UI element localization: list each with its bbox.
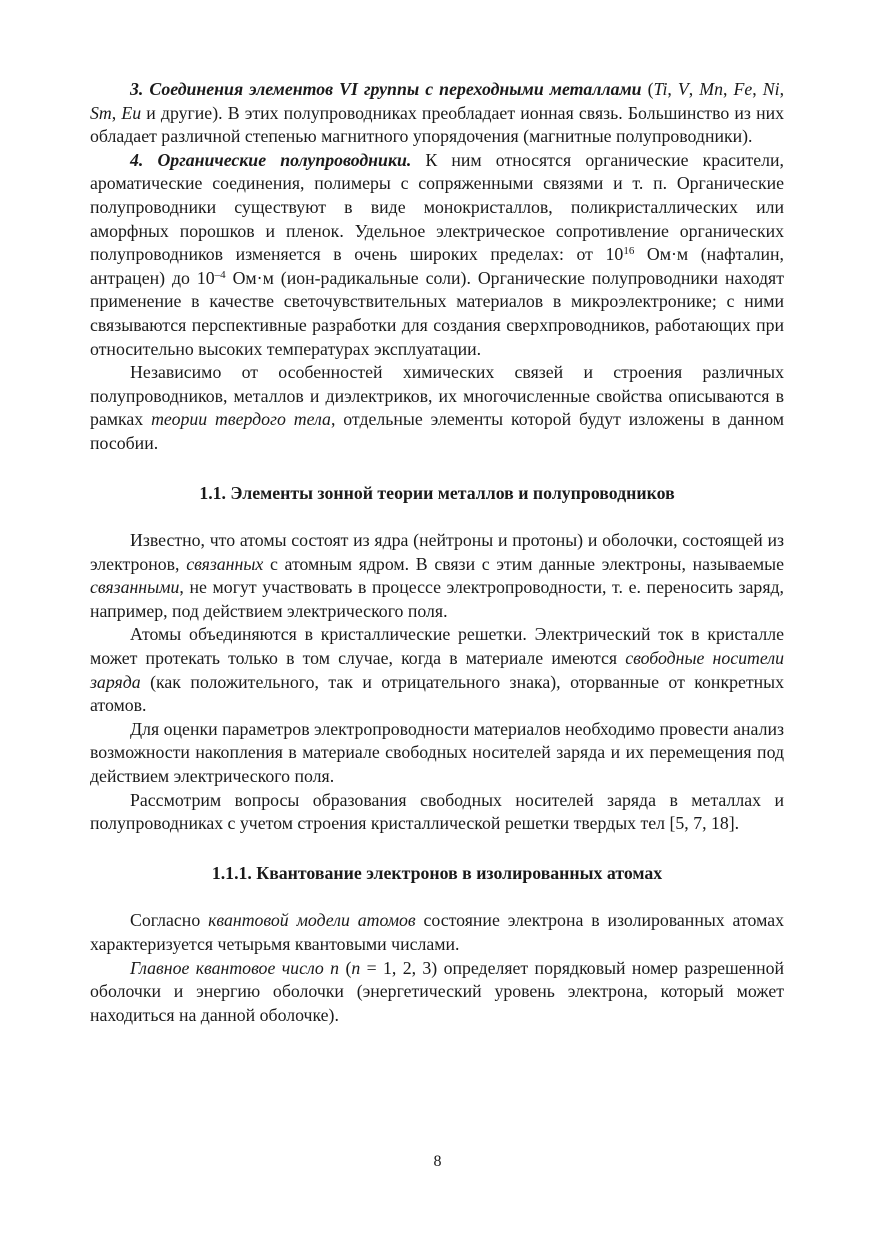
paragraph-bound-electrons xyxy=(90,529,784,623)
metal-symbol: Mn xyxy=(699,79,723,99)
paragraph-quantum-model xyxy=(90,909,784,956)
text-span: , xyxy=(111,102,122,123)
paragraph-lead: 3. Соединения элементов VI группы с переходными металлами xyxy=(130,79,642,99)
text-span: , xyxy=(667,79,678,99)
text-span: , не могут участвовать в процессе электропроводности, т. е. переносить заряд, например, под действием электрического поля. xyxy=(90,577,784,621)
text-span: Известно, что атомы состоят из ядра (нейтроны и протоны) и оболочки, состоящей из электронов, xyxy=(90,530,784,574)
page-number: 8 xyxy=(433,1153,442,1170)
paragraph-lead: 4. Органические полупроводники. xyxy=(130,149,412,170)
italic-term: свободные носители заряда xyxy=(90,648,784,692)
metal-symbol: V xyxy=(677,79,689,99)
text-span: с атомным ядром. В связи с этим данные электроны, называемые xyxy=(263,553,784,574)
exponent: 16 xyxy=(623,245,635,258)
italic-term: теории твердого тела xyxy=(151,409,331,430)
text-span: Ом·м (нафталин, антрацен) до 10 xyxy=(90,244,784,288)
paragraph-free-carriers xyxy=(90,623,784,717)
text-span: , отдельные элементы которой будут изложены в данном пособии. xyxy=(90,409,784,453)
text-span: ( xyxy=(641,79,654,99)
text-span: (как положительного, так и отрицательного знака), оторванные от конкретных атомов. xyxy=(90,671,784,716)
text-span: Ом·м (ион-радикальные соли). Органические полупроводники находят применение в качестве светочувствительных материалов в микроэлектронике; с ними связываются перспективные разработки для создания сверхпроводников, работающих при относительно высоких температурах эксплуатации. xyxy=(90,267,785,359)
metal-symbol: Sm xyxy=(90,102,112,123)
metal-symbol: Fe xyxy=(733,79,753,99)
paragraph-principal-quantum-number xyxy=(90,957,784,1028)
paragraph-solid-state-theory xyxy=(90,361,784,455)
paragraph-conductivity-analysis: Для оценки параметров электропроводности материалов необходимо провести анализ возможности накопления в материале свободных носителей заряда и их перемещения под действием электрического поля. xyxy=(90,718,784,787)
paragraph-consider-questions: Рассмотрим вопросы образования свободных носителей заряда в металлах и полупроводниках с учетом строения кристаллической решетки твердых тел [5, 7, 18]. xyxy=(90,789,784,834)
paragraph-organic-semiconductors xyxy=(90,149,784,361)
metal-symbol: Ni xyxy=(762,79,780,99)
text-span: ( xyxy=(339,957,352,978)
metal-symbol: Eu xyxy=(121,102,142,123)
text-span: Независимо от особенностей химических связей и строения различных полупроводников, металлов и диэлектриков, их многочисленные свойства описываются в рамках xyxy=(90,362,784,430)
text-span: Согласно xyxy=(130,910,209,931)
paragraph-group-vi-compounds xyxy=(90,78,784,149)
text-span: , xyxy=(723,79,734,99)
text-span: = 1, 2, 3) определяет порядковый номер разрешенной оболочки и энергию оболочки (энергетический уровень электрона, который может находиться на данной оболочке). xyxy=(90,957,784,1025)
section-heading: 1.1. Элементы зонной теории металлов и полупроводников xyxy=(199,482,675,503)
text-span: К ним относятся органические красители, ароматические соединения, полимеры с сопряженными связями и т. п. Органические полупроводники существуют в виде монокристаллов, поликристаллических или аморфных порошков и пленок. Удельное электрическое сопротивление органических полупроводников изменяется в очень широких пределах: от 10 xyxy=(90,149,784,265)
text-span: , xyxy=(752,79,763,99)
text-span: , xyxy=(779,79,785,99)
text-span: , xyxy=(688,79,700,99)
italic-term: связанными xyxy=(90,577,180,598)
italic-term: связанных xyxy=(186,553,264,574)
metal-symbol: Ti xyxy=(653,79,668,99)
text-span: и другие). В этих полупроводниках преобладает ионная связь. Большинство из них обладает различной степенью магнитного упорядочения (магнитные полупроводники). xyxy=(90,102,785,147)
exponent: –4 xyxy=(214,268,226,281)
text-span: состояние электрона в изолированных атомах характеризуется четырьмя квантовыми числами. xyxy=(90,910,784,954)
italic-term: Главное квантовое число n xyxy=(130,957,340,978)
italic-variable: n xyxy=(351,957,361,978)
text-span: Атомы объединяются в кристаллические решетки. Электрический ток в кристалле может протекать только в том случае, когда в материале имеются xyxy=(90,624,784,669)
page-body xyxy=(90,78,784,1027)
italic-term: квантовой модели атомов xyxy=(208,910,416,931)
subsection-heading: 1.1.1. Квантование электронов в изолированных атомах xyxy=(211,862,663,883)
